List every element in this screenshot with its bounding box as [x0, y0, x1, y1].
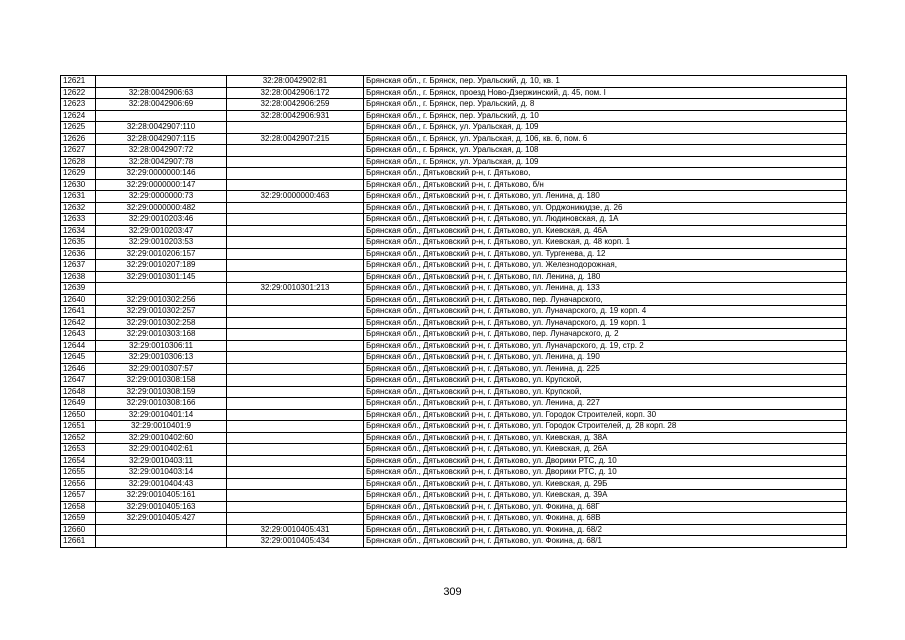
address-cell: Брянская обл., Дятьковский р-н, г. Дятьково, ул. Фокина, д. 68Г [364, 501, 847, 513]
cadastral-table-body [61, 76, 847, 548]
address-cell: Брянская обл., Дятьковский р-н, г. Дятьково, пер. Луначарского, д. 2 [364, 329, 847, 341]
land-cadastral-number-cell: 32:29:0010403:11 [96, 455, 227, 467]
table-row [61, 490, 847, 502]
land-cadastral-number-cell [96, 76, 227, 88]
address-cell: Брянская обл., Дятьковский р-н, г. Дятьково, ул. Киевская, д. 39А [364, 490, 847, 502]
address-cell: Брянская обл., Дятьковский р-н, г. Дятьково, ул. Дворики РТС, д. 10 [364, 455, 847, 467]
address-cell: Брянская обл., Дятьковский р-н, г. Дятьково, ул. Фокина, д. 68В [364, 513, 847, 525]
address-cell: Брянская обл., Дятьковский р-н, г. Дятьково, ул. Ленина, д. 225 [364, 363, 847, 375]
building-cadastral-number-cell: 32:29:0010301:213 [227, 283, 364, 295]
address-cell: Брянская обл., Дятьковский р-н, г. Дятьково, ул. Орджоникидзе, д. 26 [364, 202, 847, 214]
address-cell: Брянская обл., Дятьковский р-н, г. Дятьково, ул. Киевская, д. 29Б [364, 478, 847, 490]
table-row [61, 478, 847, 490]
land-cadastral-number-cell: 32:29:0010308:158 [96, 375, 227, 387]
row-number-cell: 12622 [61, 87, 96, 99]
address-cell: Брянская обл., г. Брянск, ул. Уральская, д. 109 [364, 156, 847, 168]
land-cadastral-number-cell: 32:29:0010401:9 [96, 421, 227, 433]
building-cadastral-number-cell [227, 225, 364, 237]
address-cell: Брянская обл., г. Брянск, проезд Ново-Дзержинский, д. 45, пом. I [364, 87, 847, 99]
building-cadastral-number-cell [227, 363, 364, 375]
table-row [61, 444, 847, 456]
row-number-cell: 12644 [61, 340, 96, 352]
land-cadastral-number-cell: 32:29:0010203:47 [96, 225, 227, 237]
address-cell: Брянская обл., г. Брянск, пер. Уральский, д. 10, кв. 1 [364, 76, 847, 88]
land-cadastral-number-cell: 32:29:0010203:53 [96, 237, 227, 249]
address-cell: Брянская обл., г. Брянск, ул. Уральская, д. 106, кв. 6, пом. 6 [364, 133, 847, 145]
row-number-cell: 12653 [61, 444, 96, 456]
building-cadastral-number-cell [227, 168, 364, 180]
address-cell: Брянская обл., г. Брянск, пер. Уральский, д. 8 [364, 99, 847, 111]
row-number-cell: 12623 [61, 99, 96, 111]
building-cadastral-number-cell: 32:28:0042906:259 [227, 99, 364, 111]
land-cadastral-number-cell: 32:29:0010404:43 [96, 478, 227, 490]
building-cadastral-number-cell [227, 214, 364, 226]
land-cadastral-number-cell: 32:29:0010302:258 [96, 317, 227, 329]
table-row [61, 145, 847, 157]
address-cell: Брянская обл., Дятьковский р-н, г. Дятьково, ул. Ленина, д. 190 [364, 352, 847, 364]
row-number-cell: 12658 [61, 501, 96, 513]
building-cadastral-number-cell [227, 421, 364, 433]
address-cell: Брянская обл., Дятьковский р-н, г. Дятьково, ул. Луначарского, д. 19 корп. 1 [364, 317, 847, 329]
address-cell: Брянская обл., г. Брянск, ул. Уральская, д. 109 [364, 122, 847, 134]
table-row [61, 455, 847, 467]
address-cell: Брянская обл., Дятьковский р-н, г. Дятьково, ул. Луначарского, д. 19 корп. 4 [364, 306, 847, 318]
building-cadastral-number-cell [227, 478, 364, 490]
building-cadastral-number-cell [227, 467, 364, 479]
building-cadastral-number-cell: 32:29:0010405:434 [227, 536, 364, 548]
land-cadastral-number-cell: 32:28:0042907:110 [96, 122, 227, 134]
land-cadastral-number-cell: 32:29:0010308:159 [96, 386, 227, 398]
row-number-cell: 12636 [61, 248, 96, 260]
address-cell: Брянская обл., Дятьковский р-н, г. Дятьково, ул. Киевская, д. 38А [364, 432, 847, 444]
table-row [61, 248, 847, 260]
address-cell: Брянская обл., Дятьковский р-н, г. Дятьково, ул. Киевская, д. 48 корп. 1 [364, 237, 847, 249]
land-cadastral-number-cell: 32:29:0010207:189 [96, 260, 227, 272]
address-cell: Брянская обл., Дятьковский р-н, г. Дятьково, пл. Ленина, д. 180 [364, 271, 847, 283]
row-number-cell: 12651 [61, 421, 96, 433]
row-number-cell: 12659 [61, 513, 96, 525]
land-cadastral-number-cell [96, 524, 227, 536]
table-row [61, 237, 847, 249]
land-cadastral-number-cell: 32:29:0000000:147 [96, 179, 227, 191]
address-cell: Брянская обл., Дятьковский р-н, г. Дятьково, ул. Людиновская, д. 1А [364, 214, 847, 226]
address-cell: Брянская обл., Дятьковский р-н, г. Дятьково, ул. Киевская, д. 46А [364, 225, 847, 237]
row-number-cell: 12654 [61, 455, 96, 467]
land-cadastral-number-cell: 32:29:0010306:13 [96, 352, 227, 364]
land-cadastral-number-cell: 32:29:0010405:161 [96, 490, 227, 502]
table-row [61, 340, 847, 352]
row-number-cell: 12625 [61, 122, 96, 134]
table-row [61, 133, 847, 145]
table-row [61, 214, 847, 226]
table-row [61, 191, 847, 203]
building-cadastral-number-cell [227, 237, 364, 249]
row-number-cell: 12646 [61, 363, 96, 375]
address-cell: Брянская обл., г. Брянск, пер. Уральский, д. 10 [364, 110, 847, 122]
address-cell: Брянская обл., Дятьковский р-н, г. Дятьково, ул. Фокина, д. 68/2 [364, 524, 847, 536]
land-cadastral-number-cell [96, 536, 227, 548]
land-cadastral-number-cell [96, 283, 227, 295]
building-cadastral-number-cell [227, 501, 364, 513]
table-row [61, 110, 847, 122]
row-number-cell: 12633 [61, 214, 96, 226]
row-number-cell: 12652 [61, 432, 96, 444]
table-row [61, 294, 847, 306]
building-cadastral-number-cell [227, 375, 364, 387]
building-cadastral-number-cell: 32:28:0042907:215 [227, 133, 364, 145]
building-cadastral-number-cell: 32:28:0042906:172 [227, 87, 364, 99]
building-cadastral-number-cell [227, 202, 364, 214]
row-number-cell: 12639 [61, 283, 96, 295]
building-cadastral-number-cell: 32:29:0010405:431 [227, 524, 364, 536]
building-cadastral-number-cell [227, 122, 364, 134]
row-number-cell: 12634 [61, 225, 96, 237]
building-cadastral-number-cell [227, 294, 364, 306]
building-cadastral-number-cell: 32:28:0042902:81 [227, 76, 364, 88]
building-cadastral-number-cell [227, 317, 364, 329]
table-row [61, 513, 847, 525]
building-cadastral-number-cell [227, 260, 364, 272]
land-cadastral-number-cell: 32:29:0010403:14 [96, 467, 227, 479]
land-cadastral-number-cell: 32:29:0010405:163 [96, 501, 227, 513]
building-cadastral-number-cell [227, 352, 364, 364]
table-row [61, 76, 847, 88]
row-number-cell: 12624 [61, 110, 96, 122]
land-cadastral-number-cell: 32:29:0010405:427 [96, 513, 227, 525]
table-row [61, 536, 847, 548]
address-cell: Брянская обл., Дятьковский р-н, г. Дятьково, ул. Крупской, [364, 386, 847, 398]
land-cadastral-number-cell: 32:28:0042906:63 [96, 87, 227, 99]
building-cadastral-number-cell [227, 340, 364, 352]
page-number: 309 [443, 586, 462, 598]
building-cadastral-number-cell [227, 432, 364, 444]
table-row [61, 225, 847, 237]
land-cadastral-number-cell: 32:29:0000000:146 [96, 168, 227, 180]
row-number-cell: 12638 [61, 271, 96, 283]
land-cadastral-number-cell: 32:28:0042907:78 [96, 156, 227, 168]
address-cell: Брянская обл., Дятьковский р-н, г. Дятьково, ул. Киевская, д. 26А [364, 444, 847, 456]
address-cell: Брянская обл., Дятьковский р-н, г. Дятьково, ул. Ленина, д. 180 [364, 191, 847, 203]
table-row [61, 168, 847, 180]
table-row [61, 260, 847, 272]
row-number-cell: 12630 [61, 179, 96, 191]
table-row [61, 283, 847, 295]
land-cadastral-number-cell [96, 110, 227, 122]
land-cadastral-number-cell: 32:29:0010308:166 [96, 398, 227, 410]
land-cadastral-number-cell: 32:29:0010401:14 [96, 409, 227, 421]
address-cell: Брянская обл., Дятьковский р-н, г. Дятьково, ул. Дворики РТС, д. 10 [364, 467, 847, 479]
cadastral-table [60, 75, 847, 548]
row-number-cell: 12621 [61, 76, 96, 88]
row-number-cell: 12656 [61, 478, 96, 490]
table-row [61, 202, 847, 214]
table-row [61, 306, 847, 318]
table-row [61, 501, 847, 513]
table-row [61, 467, 847, 479]
table-row [61, 271, 847, 283]
address-cell: Брянская обл., Дятьковский р-н, г. Дятьково, ул. Ленина, д. 227 [364, 398, 847, 410]
table-row [61, 99, 847, 111]
table-row [61, 122, 847, 134]
address-cell: Брянская обл., Дятьковский р-н, г. Дятьково, [364, 168, 847, 180]
row-number-cell: 12637 [61, 260, 96, 272]
land-cadastral-number-cell: 32:29:0010307:57 [96, 363, 227, 375]
building-cadastral-number-cell [227, 444, 364, 456]
building-cadastral-number-cell [227, 156, 364, 168]
land-cadastral-number-cell: 32:29:0010306:11 [96, 340, 227, 352]
building-cadastral-number-cell [227, 329, 364, 341]
row-number-cell: 12631 [61, 191, 96, 203]
address-cell: Брянская обл., Дятьковский р-н, г. Дятьково, ул. Тургенева, д. 12 [364, 248, 847, 260]
row-number-cell: 12632 [61, 202, 96, 214]
table-row [61, 524, 847, 536]
land-cadastral-number-cell: 32:29:0010402:60 [96, 432, 227, 444]
table-row [61, 375, 847, 387]
table-row [61, 409, 847, 421]
row-number-cell: 12655 [61, 467, 96, 479]
land-cadastral-number-cell: 32:28:0042906:69 [96, 99, 227, 111]
row-number-cell: 12645 [61, 352, 96, 364]
row-number-cell: 12627 [61, 145, 96, 157]
address-cell: Брянская обл., г. Брянск, ул. Уральская, д. 108 [364, 145, 847, 157]
row-number-cell: 12657 [61, 490, 96, 502]
row-number-cell: 12660 [61, 524, 96, 536]
address-cell: Брянская обл., Дятьковский р-н, г. Дятьково, ул. Городок Строителей, корп. 30 [364, 409, 847, 421]
table-row [61, 156, 847, 168]
address-cell: Брянская обл., Дятьковский р-н, г. Дятьково, ул. Городок Строителей, д. 28 корп. 28 [364, 421, 847, 433]
building-cadastral-number-cell [227, 145, 364, 157]
row-number-cell: 12650 [61, 409, 96, 421]
table-row [61, 386, 847, 398]
address-cell: Брянская обл., Дятьковский р-н, г. Дятьково, ул. Луначарского, д. 19, стр. 2 [364, 340, 847, 352]
land-cadastral-number-cell: 32:29:0010402:61 [96, 444, 227, 456]
row-number-cell: 12626 [61, 133, 96, 145]
table-row [61, 179, 847, 191]
row-number-cell: 12635 [61, 237, 96, 249]
land-cadastral-number-cell: 32:29:0000000:73 [96, 191, 227, 203]
row-number-cell: 12642 [61, 317, 96, 329]
row-number-cell: 12640 [61, 294, 96, 306]
land-cadastral-number-cell: 32:29:0010206:157 [96, 248, 227, 260]
row-number-cell: 12629 [61, 168, 96, 180]
table-row [61, 363, 847, 375]
building-cadastral-number-cell [227, 306, 364, 318]
table-row [61, 398, 847, 410]
building-cadastral-number-cell [227, 513, 364, 525]
building-cadastral-number-cell [227, 490, 364, 502]
building-cadastral-number-cell: 32:28:0042906:931 [227, 110, 364, 122]
address-cell: Брянская обл., Дятьковский р-н, г. Дятьково, ул. Железнодорожная, [364, 260, 847, 272]
building-cadastral-number-cell [227, 386, 364, 398]
address-cell: Брянская обл., Дятьковский р-н, г. Дятьково, ул. Крупской, [364, 375, 847, 387]
building-cadastral-number-cell [227, 409, 364, 421]
land-cadastral-number-cell: 32:28:0042907:115 [96, 133, 227, 145]
row-number-cell: 12641 [61, 306, 96, 318]
building-cadastral-number-cell [227, 248, 364, 260]
row-number-cell: 12643 [61, 329, 96, 341]
row-number-cell: 12661 [61, 536, 96, 548]
table-row [61, 317, 847, 329]
building-cadastral-number-cell [227, 179, 364, 191]
land-cadastral-number-cell: 32:29:0010301:145 [96, 271, 227, 283]
building-cadastral-number-cell: 32:29:0000000:463 [227, 191, 364, 203]
address-cell: Брянская обл., Дятьковский р-н, г. Дятьково, пер. Луначарского, [364, 294, 847, 306]
land-cadastral-number-cell: 32:29:0000000:482 [96, 202, 227, 214]
land-cadastral-number-cell: 32:28:0042907:72 [96, 145, 227, 157]
row-number-cell: 12647 [61, 375, 96, 387]
table-row [61, 329, 847, 341]
land-cadastral-number-cell: 32:29:0010302:256 [96, 294, 227, 306]
row-number-cell: 12649 [61, 398, 96, 410]
building-cadastral-number-cell [227, 271, 364, 283]
table-row [61, 421, 847, 433]
land-cadastral-number-cell: 32:29:0010303:168 [96, 329, 227, 341]
building-cadastral-number-cell [227, 455, 364, 467]
land-cadastral-number-cell: 32:29:0010203:46 [96, 214, 227, 226]
row-number-cell: 12648 [61, 386, 96, 398]
table-row [61, 87, 847, 99]
row-number-cell: 12628 [61, 156, 96, 168]
table-row [61, 352, 847, 364]
building-cadastral-number-cell [227, 398, 364, 410]
address-cell: Брянская обл., Дятьковский р-н, г. Дятьково, ул. Ленина, д. 133 [364, 283, 847, 295]
address-cell: Брянская обл., Дятьковский р-н, г. Дятьково, ул. Фокина, д. 68/1 [364, 536, 847, 548]
address-cell: Брянская обл., Дятьковский р-н, г. Дятьково, б/н [364, 179, 847, 191]
land-cadastral-number-cell: 32:29:0010302:257 [96, 306, 227, 318]
table-row [61, 432, 847, 444]
